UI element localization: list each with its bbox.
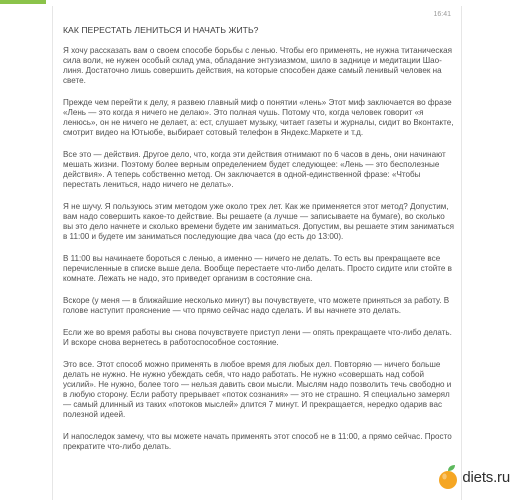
post-card [52, 6, 462, 500]
post-paragraph: Это все. Этот способ можно применять в любое время для любых дел. Повторяю — ничего больше делать не нужно. Не нужно убеждать себя, что надо работать. Не нужно «совершать над собой усилий». Не нужно, более того — нельзя давить свои мысли. Мыслям надо позволить течь свободно и в любую сторону. Если работу прерывает «поток сознания» — это не страшно. Я специально замерял — самый длинный из таких «потоков мыслей» длится 7 минут. И прекращается, нередко одарив вас полезной идеей. [63, 360, 452, 419]
post-paragraph: Я хочу рассказать вам о своем способе борьбы с ленью. Чтобы его применять, не нужна титаническая сила воли, не нужен особый склад ума, обладание энтузиазмом, шило в заднице и медитации Шао-линя. Достаточно лишь совершить действия, на которые способен даже самый ленивый человек на свете. [63, 46, 453, 85]
post-paragraph: Вскоре (у меня — в ближайшие несколько минут) вы почувствуете, что можете приняться за работу. В голове наступит прояснение — что прямо сейчас надо сделать. И вы начнете это делать. [63, 296, 450, 315]
post-paragraph: В 11:00 вы начинаете бороться с ленью, а именно — ничего не делать. То есть вы прекращаете все перечисленные в списке выше дела. Вообще перестаете что-либо делать. Просто сидите или стойте в комнате. Лежать не надо, это приведет организм в состояние сна. [63, 254, 452, 283]
watermark-text: diets.ru [462, 468, 510, 486]
post-paragraph: Если же во время работы вы снова почувствуете приступ лени — опять прекращаете что-либо делать. И вскоре снова вернетесь в работоспособное состояние. [63, 328, 452, 347]
post-body [63, 46, 455, 464]
post-title: КАК ПЕРЕСТАТЬ ЛЕНИТЬСЯ И НАЧАТЬ ЖИТЬ? [63, 25, 259, 35]
post-time: 16:41 [433, 11, 451, 18]
diets-watermark [436, 464, 510, 490]
top-accent-bar [0, 0, 46, 4]
post-paragraph: Я не шучу. Я пользуюсь этим методом уже около трех лет. Как же применяется этот метод? Допустим, вам надо совершить какое-то действие. Вы решаете (а лучше — записываете на бумаге), во сколько вы это дело начнете и сколько времени будете им заниматься. Допустим, вы решаете этим заниматься в 11:00 и будете им заниматься последующие два часа (до есть до 13:00). [63, 202, 454, 241]
apple-logo-icon [436, 464, 460, 490]
post-paragraph: Прежде чем перейти к делу, я развею главный миф о понятии «лень» Этот миф заключается во фразе «Лень — это когда я ничего не делаю». Это полная чушь. Потому что, когда человек говорит «я ленюсь», он не ничего не делает, а: ест, слушает музыку, читает газеты и журналы, сидит во Вконтакте, смотрит видео на Ютьюбе, выбирает сотовый телефон в Яндекс.Маркете и т.д. [63, 98, 454, 137]
post-paragraph: Все это — действия. Другое дело, что, когда эти действия отнимают по 6 часов в день, они начинают мешать жизни. Поэтому более верным определением будет следующее: «Лень — это бесполезные действия». А теперь собственно метод. Он заключается в одной-единственной фразе: «Чтобы перестать лениться, надо ничего не делать». [63, 150, 446, 189]
post-paragraph: И напоследок замечу, что вы можете начать применять этот способ не в 11:00, а прямо сейчас. Просто прекратите что-либо делать. [63, 432, 452, 451]
